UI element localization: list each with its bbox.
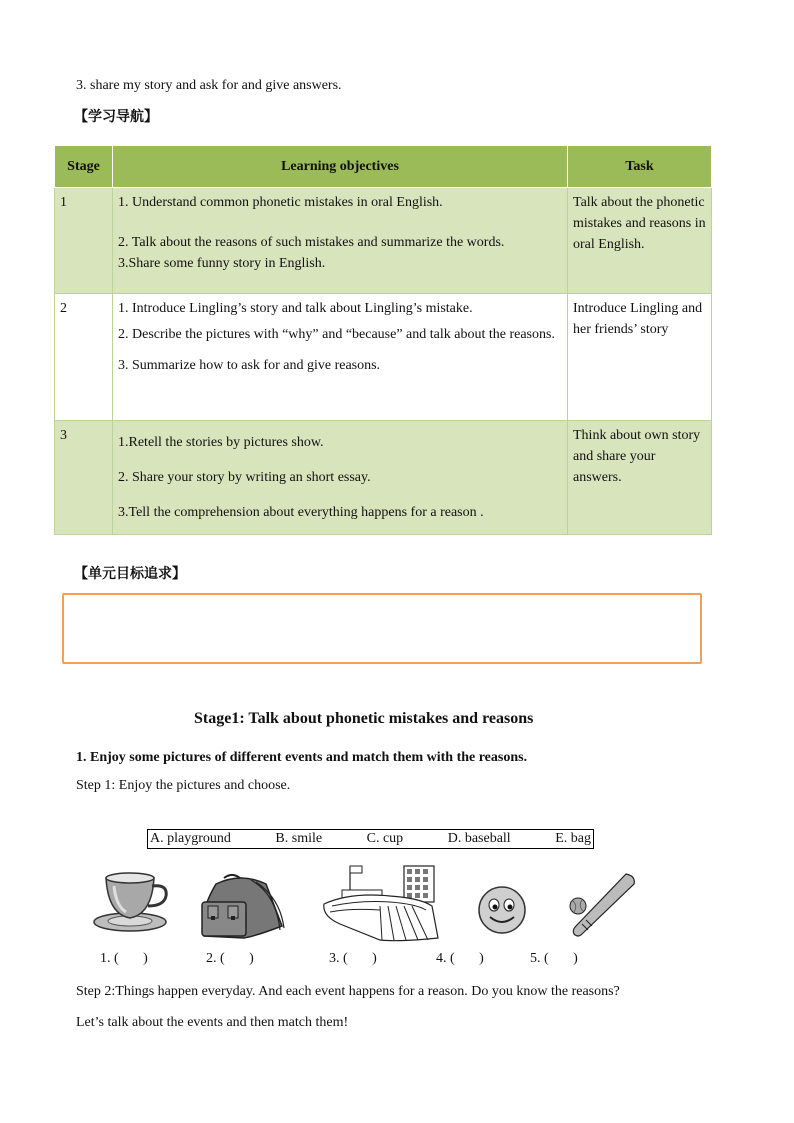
choice-a: A. playground [150,831,231,846]
stage-cell: 1 [55,188,113,294]
learning-navigation-heading: 【学习导航】 [74,109,158,125]
objective-item: 3. Summarize how to ask for and give reasons. [118,358,381,373]
blank-5[interactable]: 5. ( ) [530,951,578,966]
stage1-title: Stage1: Talk about phonetic mistakes and reasons [194,710,534,727]
objective-item: 3.Share some funny story in English. [118,256,326,271]
blank-4[interactable]: 4. ( ) [436,951,484,966]
stage-cell: 3 [55,421,113,535]
blank-3[interactable]: 3. ( ) [329,951,377,966]
objective-item: 1. Understand common phonetic mistakes in oral English. [118,195,443,210]
schoolbag-icon [196,874,286,940]
objective-item: 2. Share your story by writing an short essay. [118,470,371,485]
playground-icon [320,862,440,944]
step2-instruction-cont: Let’s talk about the events and then match them! [76,1015,349,1030]
baseball-bat-icon [566,870,640,940]
table-row [55,421,712,535]
objective-item: 2. Describe the pictures with “why” and “because” and talk about the reasons. [118,327,555,342]
teacup-icon [92,872,172,934]
objective-item: 2. Talk about the reasons of such mistakes and summarize the words. [118,235,505,250]
choice-b: B. smile [275,831,323,846]
objectives-table [54,145,712,535]
smiley-face-icon [476,884,528,936]
table-header-row [55,146,712,188]
unit-goal-heading: 【单元目标追求】 [74,566,186,582]
blank-1[interactable]: 1. ( ) [100,951,148,966]
header-task: Task [568,146,712,188]
choice-e: E. bag [555,831,591,846]
top-line: 3. share my story and ask for and give answers. [76,78,342,93]
stage-cell: 2 [55,294,113,421]
objectives-cell [113,188,568,294]
table-row [55,294,712,421]
objective-item: 1.Retell the stories by pictures show. [118,435,324,450]
step2-instruction: Step 2:Things happen everyday. And each event happens for a reason. Do you know the reasons? [76,984,620,999]
unit-goal-answer-box[interactable] [62,593,702,664]
choice-d: D. baseball [447,831,511,846]
header-objectives: Learning objectives [113,146,568,188]
objectives-cell [113,421,568,535]
objectives-cell [113,294,568,421]
choice-c: C. cup [366,831,404,846]
task-cell: Introduce Lingling and her friends’ story [568,294,712,421]
header-stage: Stage [55,146,113,188]
task-cell: Think about own story and share your answers. [568,421,712,535]
objective-item: 3.Tell the comprehension about everything happens for a reason . [118,505,484,520]
blank-2[interactable]: 2. ( ) [206,951,254,966]
task-cell: Talk about the phonetic mistakes and reasons in oral English. [568,188,712,294]
choices-box [147,829,594,849]
question1-title: 1. Enjoy some pictures of different events and match them with the reasons. [76,750,528,765]
table-row [55,188,712,294]
objective-item: 1. Introduce Lingling’s story and talk about Lingling’s mistake. [118,301,473,316]
step1-instruction: Step 1: Enjoy the pictures and choose. [76,778,291,793]
